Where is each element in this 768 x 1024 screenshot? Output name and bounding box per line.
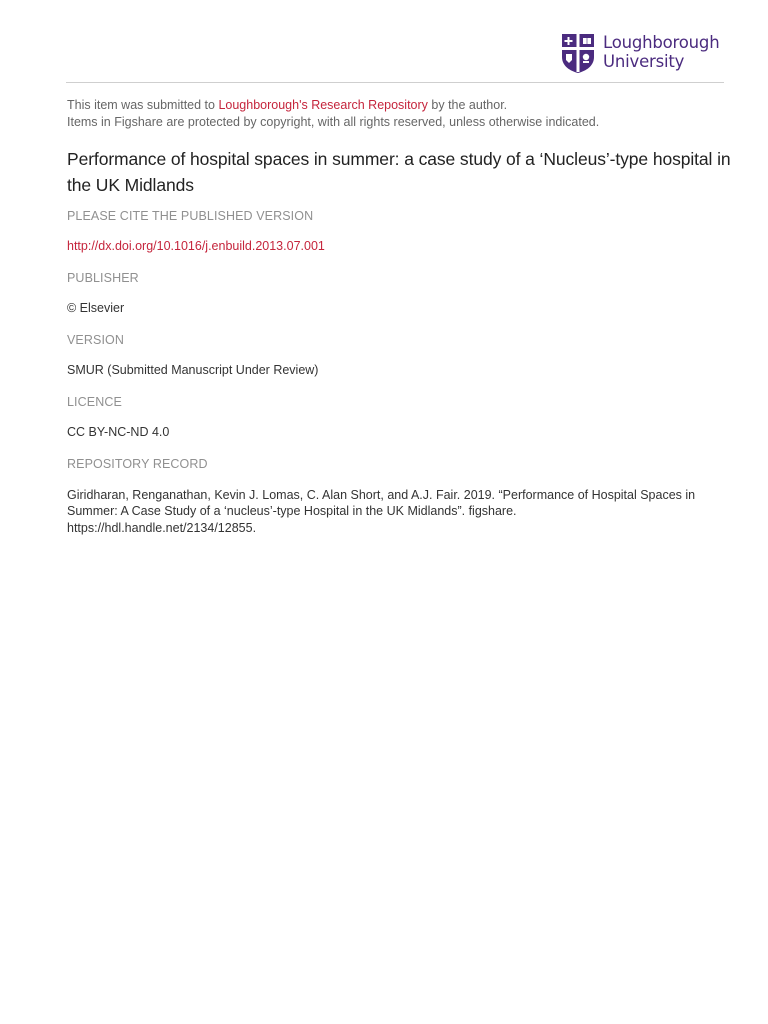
- publisher-label: PUBLISHER: [67, 271, 139, 285]
- repository-record-label: REPOSITORY RECORD: [67, 457, 208, 471]
- repository-record-citation: Giridharan, Renganathan, Kevin J. Lomas, C. Alan Short, and A.J. Fair. 2019. “Performance of Hospital Spaces in Summer: A Case Study of a ‘nucleus’-type Hospital in the UK Midlands”. figshare. https://hdl.handle.net/2134/12855.: [67, 488, 696, 535]
- version-label: VERSION: [67, 333, 124, 347]
- licence-value: CC BY-NC-ND 4.0: [67, 425, 170, 439]
- notice-suffix: by the author.: [427, 98, 508, 112]
- university-crest-icon: [561, 33, 595, 74]
- licence-label: LICENCE: [67, 395, 122, 409]
- publisher-value: © Elsevier: [67, 301, 125, 315]
- university-wordmark: [603, 33, 719, 71]
- university-logo: [561, 33, 719, 74]
- notice-line-1: [67, 97, 727, 114]
- notice-line-2: Items in Figshare are protected by copyright, with all rights reserved, unless otherwise indicated.: [67, 114, 600, 129]
- doi-link[interactable]: http://dx.doi.org/10.1016/j.enbuild.2013.07.001: [67, 239, 325, 253]
- repository-link[interactable]: Loughborough's Research Repository: [218, 98, 428, 112]
- wordmark-line-1: Loughborough: [603, 33, 720, 52]
- version-value: SMUR (Submitted Manuscript Under Review): [67, 363, 319, 377]
- paper-title: Performance of hospital spaces in summer: a case study of a ‘Nucleus’-type hospital in the UK Midlands: [67, 149, 731, 195]
- submission-notice: [67, 97, 727, 130]
- cite-label: PLEASE CITE THE PUBLISHED VERSION: [67, 209, 314, 223]
- wordmark-line-2: University: [603, 52, 685, 71]
- header-divider: [66, 82, 724, 83]
- notice-prefix: This item was submitted to: [67, 98, 219, 112]
